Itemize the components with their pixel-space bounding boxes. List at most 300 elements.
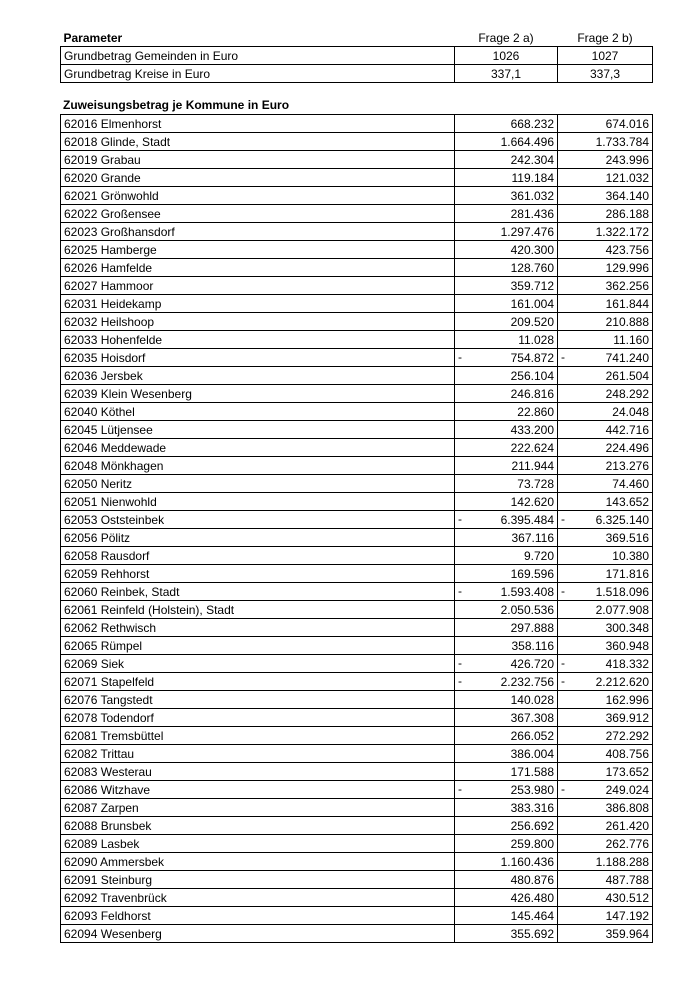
amount-value: 211.944 bbox=[511, 458, 554, 473]
table-row bbox=[61, 133, 653, 151]
amount-a bbox=[455, 781, 558, 799]
parameter-value-b: 337,3 bbox=[558, 65, 653, 83]
table-row bbox=[61, 349, 653, 367]
municipality-name: 62089 Lasbek bbox=[61, 835, 455, 853]
amount-a bbox=[455, 691, 558, 709]
amount-value: 262.776 bbox=[605, 836, 649, 851]
parameter-header-row bbox=[61, 29, 653, 47]
table-row bbox=[61, 547, 653, 565]
amount-value: 246.816 bbox=[510, 386, 554, 401]
amount-b bbox=[558, 565, 653, 583]
amount-b bbox=[558, 205, 653, 223]
amount-value: 300.348 bbox=[605, 620, 649, 635]
negative-sign: - bbox=[561, 512, 565, 526]
amount-b bbox=[558, 727, 653, 745]
amount-value: 2.077.908 bbox=[595, 602, 649, 617]
table-row bbox=[61, 853, 653, 871]
municipality-name: 62040 Köthel bbox=[61, 403, 455, 421]
municipality-name: 62091 Steinburg bbox=[61, 871, 455, 889]
amount-value: 364.140 bbox=[605, 188, 649, 203]
amount-value: 386.808 bbox=[605, 800, 649, 815]
amount-b bbox=[558, 115, 653, 133]
amount-b bbox=[558, 853, 653, 871]
table-row bbox=[61, 889, 653, 907]
amount-value: 11.028 bbox=[518, 332, 554, 347]
amount-b bbox=[558, 871, 653, 889]
amount-b bbox=[558, 637, 653, 655]
amount-a bbox=[455, 925, 558, 943]
amount-b bbox=[558, 439, 653, 457]
parameter-row bbox=[61, 47, 653, 65]
table-row bbox=[61, 799, 653, 817]
table-row bbox=[61, 727, 653, 745]
amount-value: 2.232.756 bbox=[500, 674, 554, 689]
amount-b bbox=[558, 925, 653, 943]
amount-value: 9.720 bbox=[523, 548, 554, 563]
amount-value: 128.760 bbox=[510, 260, 554, 275]
amount-value: 1.160.436 bbox=[500, 854, 554, 869]
amount-b bbox=[558, 421, 653, 439]
allocation-table bbox=[60, 114, 653, 943]
amount-value: 362.256 bbox=[605, 278, 649, 293]
table-row bbox=[61, 817, 653, 835]
municipality-name: 62031 Heidekamp bbox=[61, 295, 455, 313]
amount-b bbox=[558, 403, 653, 421]
amount-value: 272.292 bbox=[605, 728, 649, 743]
table-row bbox=[61, 745, 653, 763]
amount-value: 256.104 bbox=[510, 368, 554, 383]
negative-sign: - bbox=[561, 656, 565, 670]
parameter-row bbox=[61, 65, 653, 83]
municipality-name: 62036 Jersbek bbox=[61, 367, 455, 385]
municipality-name: 62076 Tangstedt bbox=[61, 691, 455, 709]
amount-value: 442.716 bbox=[605, 422, 649, 437]
amount-b bbox=[558, 547, 653, 565]
amount-b bbox=[558, 889, 653, 907]
municipality-name: 62083 Westerau bbox=[61, 763, 455, 781]
amount-value: 169.596 bbox=[510, 566, 554, 581]
amount-value: 426.720 bbox=[510, 656, 554, 671]
table-row bbox=[61, 637, 653, 655]
amount-a bbox=[455, 637, 558, 655]
amount-b bbox=[558, 907, 653, 925]
table-row bbox=[61, 925, 653, 943]
parameter-label: Grundbetrag Kreise in Euro bbox=[61, 65, 455, 83]
amount-value: 674.016 bbox=[605, 116, 649, 131]
amount-value: 22.860 bbox=[517, 404, 554, 419]
amount-b bbox=[558, 367, 653, 385]
parameter-value-b: 1027 bbox=[558, 47, 653, 65]
municipality-name: 62060 Reinbek, Stadt bbox=[61, 583, 455, 601]
parameter-value-a: 337,1 bbox=[455, 65, 558, 83]
column-header-a: Frage 2 a) bbox=[478, 30, 534, 45]
negative-sign: - bbox=[458, 674, 462, 688]
amount-value: 11.160 bbox=[613, 332, 649, 347]
table-row bbox=[61, 223, 653, 241]
amount-b bbox=[558, 187, 653, 205]
amount-value: 359.712 bbox=[510, 278, 554, 293]
amount-a bbox=[455, 187, 558, 205]
amount-value: 754.872 bbox=[510, 350, 554, 365]
municipality-name: 62032 Heilshoop bbox=[61, 313, 455, 331]
table-row bbox=[61, 295, 653, 313]
parameter-label: Grundbetrag Gemeinden in Euro bbox=[61, 47, 455, 65]
amount-a bbox=[455, 349, 558, 367]
table-row bbox=[61, 457, 653, 475]
amount-a bbox=[455, 727, 558, 745]
municipality-name: 62092 Travenbrück bbox=[61, 889, 455, 907]
amount-a bbox=[455, 259, 558, 277]
amount-value: 74.460 bbox=[612, 476, 649, 491]
negative-sign: - bbox=[458, 782, 462, 796]
municipality-name: 62050 Neritz bbox=[61, 475, 455, 493]
amount-a bbox=[455, 889, 558, 907]
amount-value: 369.912 bbox=[605, 710, 649, 725]
amount-value: 408.756 bbox=[605, 746, 649, 761]
municipality-name: 62022 Großensee bbox=[61, 205, 455, 223]
amount-value: 358.116 bbox=[511, 638, 554, 653]
municipality-name: 62071 Stapelfeld bbox=[61, 673, 455, 691]
amount-value: 367.308 bbox=[510, 710, 554, 725]
amount-a bbox=[455, 835, 558, 853]
amount-value: 259.800 bbox=[510, 836, 554, 851]
municipality-name: 62021 Grönwohld bbox=[61, 187, 455, 205]
table-row bbox=[61, 115, 653, 133]
table-row bbox=[61, 169, 653, 187]
amount-value: 249.024 bbox=[605, 782, 649, 797]
table-row bbox=[61, 763, 653, 781]
allocation-title: Zuweisungsbetrag je Kommune in Euro bbox=[63, 98, 290, 112]
parameter-table bbox=[60, 29, 653, 83]
municipality-name: 62082 Trittau bbox=[61, 745, 455, 763]
amount-value: 266.052 bbox=[510, 728, 554, 743]
amount-a bbox=[455, 511, 558, 529]
amount-value: 248.292 bbox=[605, 386, 649, 401]
amount-a bbox=[455, 457, 558, 475]
amount-value: 1.593.408 bbox=[500, 584, 554, 599]
amount-a bbox=[455, 709, 558, 727]
amount-a bbox=[455, 439, 558, 457]
amount-value: 423.756 bbox=[605, 242, 649, 257]
table-row bbox=[61, 277, 653, 295]
amount-a bbox=[455, 331, 558, 349]
municipality-name: 62020 Grande bbox=[61, 169, 455, 187]
amount-value: 143.652 bbox=[605, 494, 649, 509]
amount-value: 261.504 bbox=[605, 368, 649, 383]
amount-a bbox=[455, 529, 558, 547]
amount-b bbox=[558, 673, 653, 691]
table-row bbox=[61, 439, 653, 457]
municipality-name: 62090 Ammersbek bbox=[61, 853, 455, 871]
table-row bbox=[61, 619, 653, 637]
parameter-value-a: 1026 bbox=[455, 47, 558, 65]
amount-b bbox=[558, 385, 653, 403]
amount-value: 355.692 bbox=[510, 926, 554, 941]
amount-value: 418.332 bbox=[605, 656, 649, 671]
negative-sign: - bbox=[458, 584, 462, 598]
table-row bbox=[61, 655, 653, 673]
table-row bbox=[61, 565, 653, 583]
amount-value: 261.420 bbox=[605, 818, 649, 833]
amount-value: 6.395.484 bbox=[500, 512, 554, 527]
amount-b bbox=[558, 745, 653, 763]
amount-value: 1.297.476 bbox=[500, 224, 554, 239]
amount-a bbox=[455, 673, 558, 691]
amount-value: 10.380 bbox=[612, 548, 649, 563]
amount-a bbox=[455, 565, 558, 583]
amount-b bbox=[558, 511, 653, 529]
amount-value: 171.588 bbox=[510, 764, 554, 779]
amount-a bbox=[455, 367, 558, 385]
amount-value: 171.816 bbox=[605, 566, 649, 581]
amount-value: 1.664.496 bbox=[500, 134, 554, 149]
amount-value: 383.316 bbox=[510, 800, 554, 815]
amount-value: 147.192 bbox=[605, 908, 649, 923]
amount-value: 243.996 bbox=[605, 152, 649, 167]
municipality-name: 62061 Reinfeld (Holstein), Stadt bbox=[61, 601, 455, 619]
table-row bbox=[61, 241, 653, 259]
amount-value: 213.276 bbox=[605, 458, 649, 473]
amount-value: 161.844 bbox=[605, 296, 649, 311]
municipality-name: 62058 Rausdorf bbox=[61, 547, 455, 565]
municipality-name: 62039 Klein Wesenberg bbox=[61, 385, 455, 403]
municipality-name: 62019 Grabau bbox=[61, 151, 455, 169]
municipality-name: 62048 Mönkhagen bbox=[61, 457, 455, 475]
amount-value: 433.200 bbox=[510, 422, 554, 437]
amount-b bbox=[558, 259, 653, 277]
municipality-name: 62035 Hoisdorf bbox=[61, 349, 455, 367]
amount-value: 253.980 bbox=[510, 782, 554, 797]
negative-sign: - bbox=[561, 674, 565, 688]
amount-value: 426.480 bbox=[510, 890, 554, 905]
negative-sign: - bbox=[561, 782, 565, 796]
amount-a bbox=[455, 799, 558, 817]
amount-a bbox=[455, 421, 558, 439]
amount-value: 140.028 bbox=[510, 692, 554, 707]
amount-a bbox=[455, 583, 558, 601]
amount-value: 480.876 bbox=[510, 872, 554, 887]
municipality-name: 62016 Elmenhorst bbox=[61, 115, 455, 133]
amount-value: 297.888 bbox=[510, 620, 554, 635]
amount-value: 420.300 bbox=[510, 242, 554, 257]
amount-value: 209.520 bbox=[510, 314, 554, 329]
table-row bbox=[61, 529, 653, 547]
amount-value: 1.733.784 bbox=[595, 134, 649, 149]
amount-value: 1.322.172 bbox=[595, 224, 649, 239]
amount-value: 173.652 bbox=[605, 764, 649, 779]
municipality-name: 62023 Großhansdorf bbox=[61, 223, 455, 241]
negative-sign: - bbox=[458, 512, 462, 526]
table-row bbox=[61, 781, 653, 799]
table-row bbox=[61, 403, 653, 421]
municipality-name: 62086 Witzhave bbox=[61, 781, 455, 799]
table-row bbox=[61, 421, 653, 439]
amount-value: 145.464 bbox=[510, 908, 554, 923]
amount-b bbox=[558, 835, 653, 853]
column-header-b: Frage 2 b) bbox=[577, 30, 633, 45]
amount-a bbox=[455, 115, 558, 133]
table-row bbox=[61, 187, 653, 205]
table-row bbox=[61, 583, 653, 601]
negative-sign: - bbox=[458, 656, 462, 670]
municipality-name: 62093 Feldhorst bbox=[61, 907, 455, 925]
amount-b bbox=[558, 475, 653, 493]
negative-sign: - bbox=[458, 350, 462, 364]
amount-b bbox=[558, 763, 653, 781]
amount-a bbox=[455, 493, 558, 511]
amount-a bbox=[455, 871, 558, 889]
amount-value: 359.964 bbox=[605, 926, 649, 941]
amount-value: 1.518.096 bbox=[595, 584, 649, 599]
table-row bbox=[61, 205, 653, 223]
amount-value: 2.212.620 bbox=[595, 674, 649, 689]
amount-a bbox=[455, 313, 558, 331]
table-row bbox=[61, 601, 653, 619]
amount-b bbox=[558, 493, 653, 511]
amount-value: 6.325.140 bbox=[595, 512, 649, 527]
amount-b bbox=[558, 169, 653, 187]
amount-b bbox=[558, 799, 653, 817]
municipality-name: 62065 Rümpel bbox=[61, 637, 455, 655]
table-row bbox=[61, 835, 653, 853]
table-row bbox=[61, 331, 653, 349]
table-row bbox=[61, 385, 653, 403]
amount-value: 487.788 bbox=[605, 872, 649, 887]
municipality-name: 62087 Zarpen bbox=[61, 799, 455, 817]
amount-value: 73.728 bbox=[517, 476, 554, 491]
municipality-name: 62018 Glinde, Stadt bbox=[61, 133, 455, 151]
table-row bbox=[61, 313, 653, 331]
amount-a bbox=[455, 151, 558, 169]
municipality-name: 62059 Rehhorst bbox=[61, 565, 455, 583]
amount-a bbox=[455, 817, 558, 835]
amount-a bbox=[455, 205, 558, 223]
municipality-name: 62046 Meddewade bbox=[61, 439, 455, 457]
amount-b bbox=[558, 601, 653, 619]
amount-a bbox=[455, 601, 558, 619]
table-row bbox=[61, 493, 653, 511]
municipality-name: 62088 Brunsbek bbox=[61, 817, 455, 835]
amount-value: 1.188.288 bbox=[595, 854, 649, 869]
table-row bbox=[61, 367, 653, 385]
parameter-header: Parameter bbox=[63, 30, 123, 45]
amount-value: 161.004 bbox=[510, 296, 554, 311]
amount-a bbox=[455, 241, 558, 259]
amount-value: 2.050.536 bbox=[500, 602, 554, 617]
amount-value: 162.996 bbox=[605, 692, 649, 707]
amount-b bbox=[558, 277, 653, 295]
amount-a bbox=[455, 547, 558, 565]
amount-value: 210.888 bbox=[605, 314, 649, 329]
amount-b bbox=[558, 349, 653, 367]
table-row bbox=[61, 691, 653, 709]
amount-b bbox=[558, 331, 653, 349]
municipality-name: 62056 Pölitz bbox=[61, 529, 455, 547]
amount-b bbox=[558, 709, 653, 727]
amount-b bbox=[558, 529, 653, 547]
amount-b bbox=[558, 691, 653, 709]
municipality-name: 62026 Hamfelde bbox=[61, 259, 455, 277]
amount-b bbox=[558, 223, 653, 241]
table-row bbox=[61, 511, 653, 529]
amount-a bbox=[455, 763, 558, 781]
amount-a bbox=[455, 385, 558, 403]
table-row bbox=[61, 673, 653, 691]
municipality-name: 62027 Hammoor bbox=[61, 277, 455, 295]
amount-value: 281.436 bbox=[510, 206, 554, 221]
amount-b bbox=[558, 817, 653, 835]
amount-a bbox=[455, 853, 558, 871]
amount-b bbox=[558, 241, 653, 259]
amount-value: 222.624 bbox=[510, 440, 554, 455]
amount-a bbox=[455, 169, 558, 187]
amount-value: 369.516 bbox=[605, 530, 649, 545]
municipality-name: 62078 Todendorf bbox=[61, 709, 455, 727]
table-row bbox=[61, 475, 653, 493]
amount-a bbox=[455, 907, 558, 925]
amount-b bbox=[558, 583, 653, 601]
amount-value: 386.004 bbox=[510, 746, 554, 761]
amount-a bbox=[455, 475, 558, 493]
municipality-name: 62025 Hamberge bbox=[61, 241, 455, 259]
negative-sign: - bbox=[561, 584, 565, 598]
municipality-name: 62081 Tremsbüttel bbox=[61, 727, 455, 745]
amount-value: 242.304 bbox=[510, 152, 554, 167]
municipality-name: 62053 Oststeinbek bbox=[61, 511, 455, 529]
amount-a bbox=[455, 277, 558, 295]
amount-b bbox=[558, 295, 653, 313]
amount-b bbox=[558, 133, 653, 151]
amount-value: 361.032 bbox=[510, 188, 554, 203]
amount-a bbox=[455, 295, 558, 313]
municipality-name: 62094 Wesenberg bbox=[61, 925, 455, 943]
amount-b bbox=[558, 619, 653, 637]
table-row bbox=[61, 907, 653, 925]
amount-value: 741.240 bbox=[605, 350, 649, 365]
amount-a bbox=[455, 133, 558, 151]
negative-sign: - bbox=[561, 350, 565, 364]
amount-value: 668.232 bbox=[510, 116, 554, 131]
amount-value: 142.620 bbox=[510, 494, 554, 509]
amount-value: 286.188 bbox=[605, 206, 649, 221]
table-row bbox=[61, 259, 653, 277]
municipality-name: 62069 Siek bbox=[61, 655, 455, 673]
amount-value: 224.496 bbox=[605, 440, 649, 455]
table-row bbox=[61, 151, 653, 169]
amount-value: 129.996 bbox=[605, 260, 649, 275]
municipality-name: 62062 Rethwisch bbox=[61, 619, 455, 637]
amount-value: 360.948 bbox=[605, 638, 649, 653]
table-row bbox=[61, 709, 653, 727]
amount-b bbox=[558, 313, 653, 331]
amount-value: 119.184 bbox=[511, 170, 554, 185]
municipality-name: 62033 Hohenfelde bbox=[61, 331, 455, 349]
amount-b bbox=[558, 457, 653, 475]
amount-a bbox=[455, 403, 558, 421]
amount-a bbox=[455, 745, 558, 763]
table-row bbox=[61, 871, 653, 889]
amount-value: 24.048 bbox=[612, 404, 649, 419]
municipality-name: 62045 Lütjensee bbox=[61, 421, 455, 439]
amount-a bbox=[455, 223, 558, 241]
municipality-name: 62051 Nienwohld bbox=[61, 493, 455, 511]
amount-value: 430.512 bbox=[605, 890, 649, 905]
amount-a bbox=[455, 655, 558, 673]
amount-value: 367.116 bbox=[511, 530, 554, 545]
amount-value: 121.032 bbox=[605, 170, 649, 185]
amount-b bbox=[558, 781, 653, 799]
amount-b bbox=[558, 655, 653, 673]
